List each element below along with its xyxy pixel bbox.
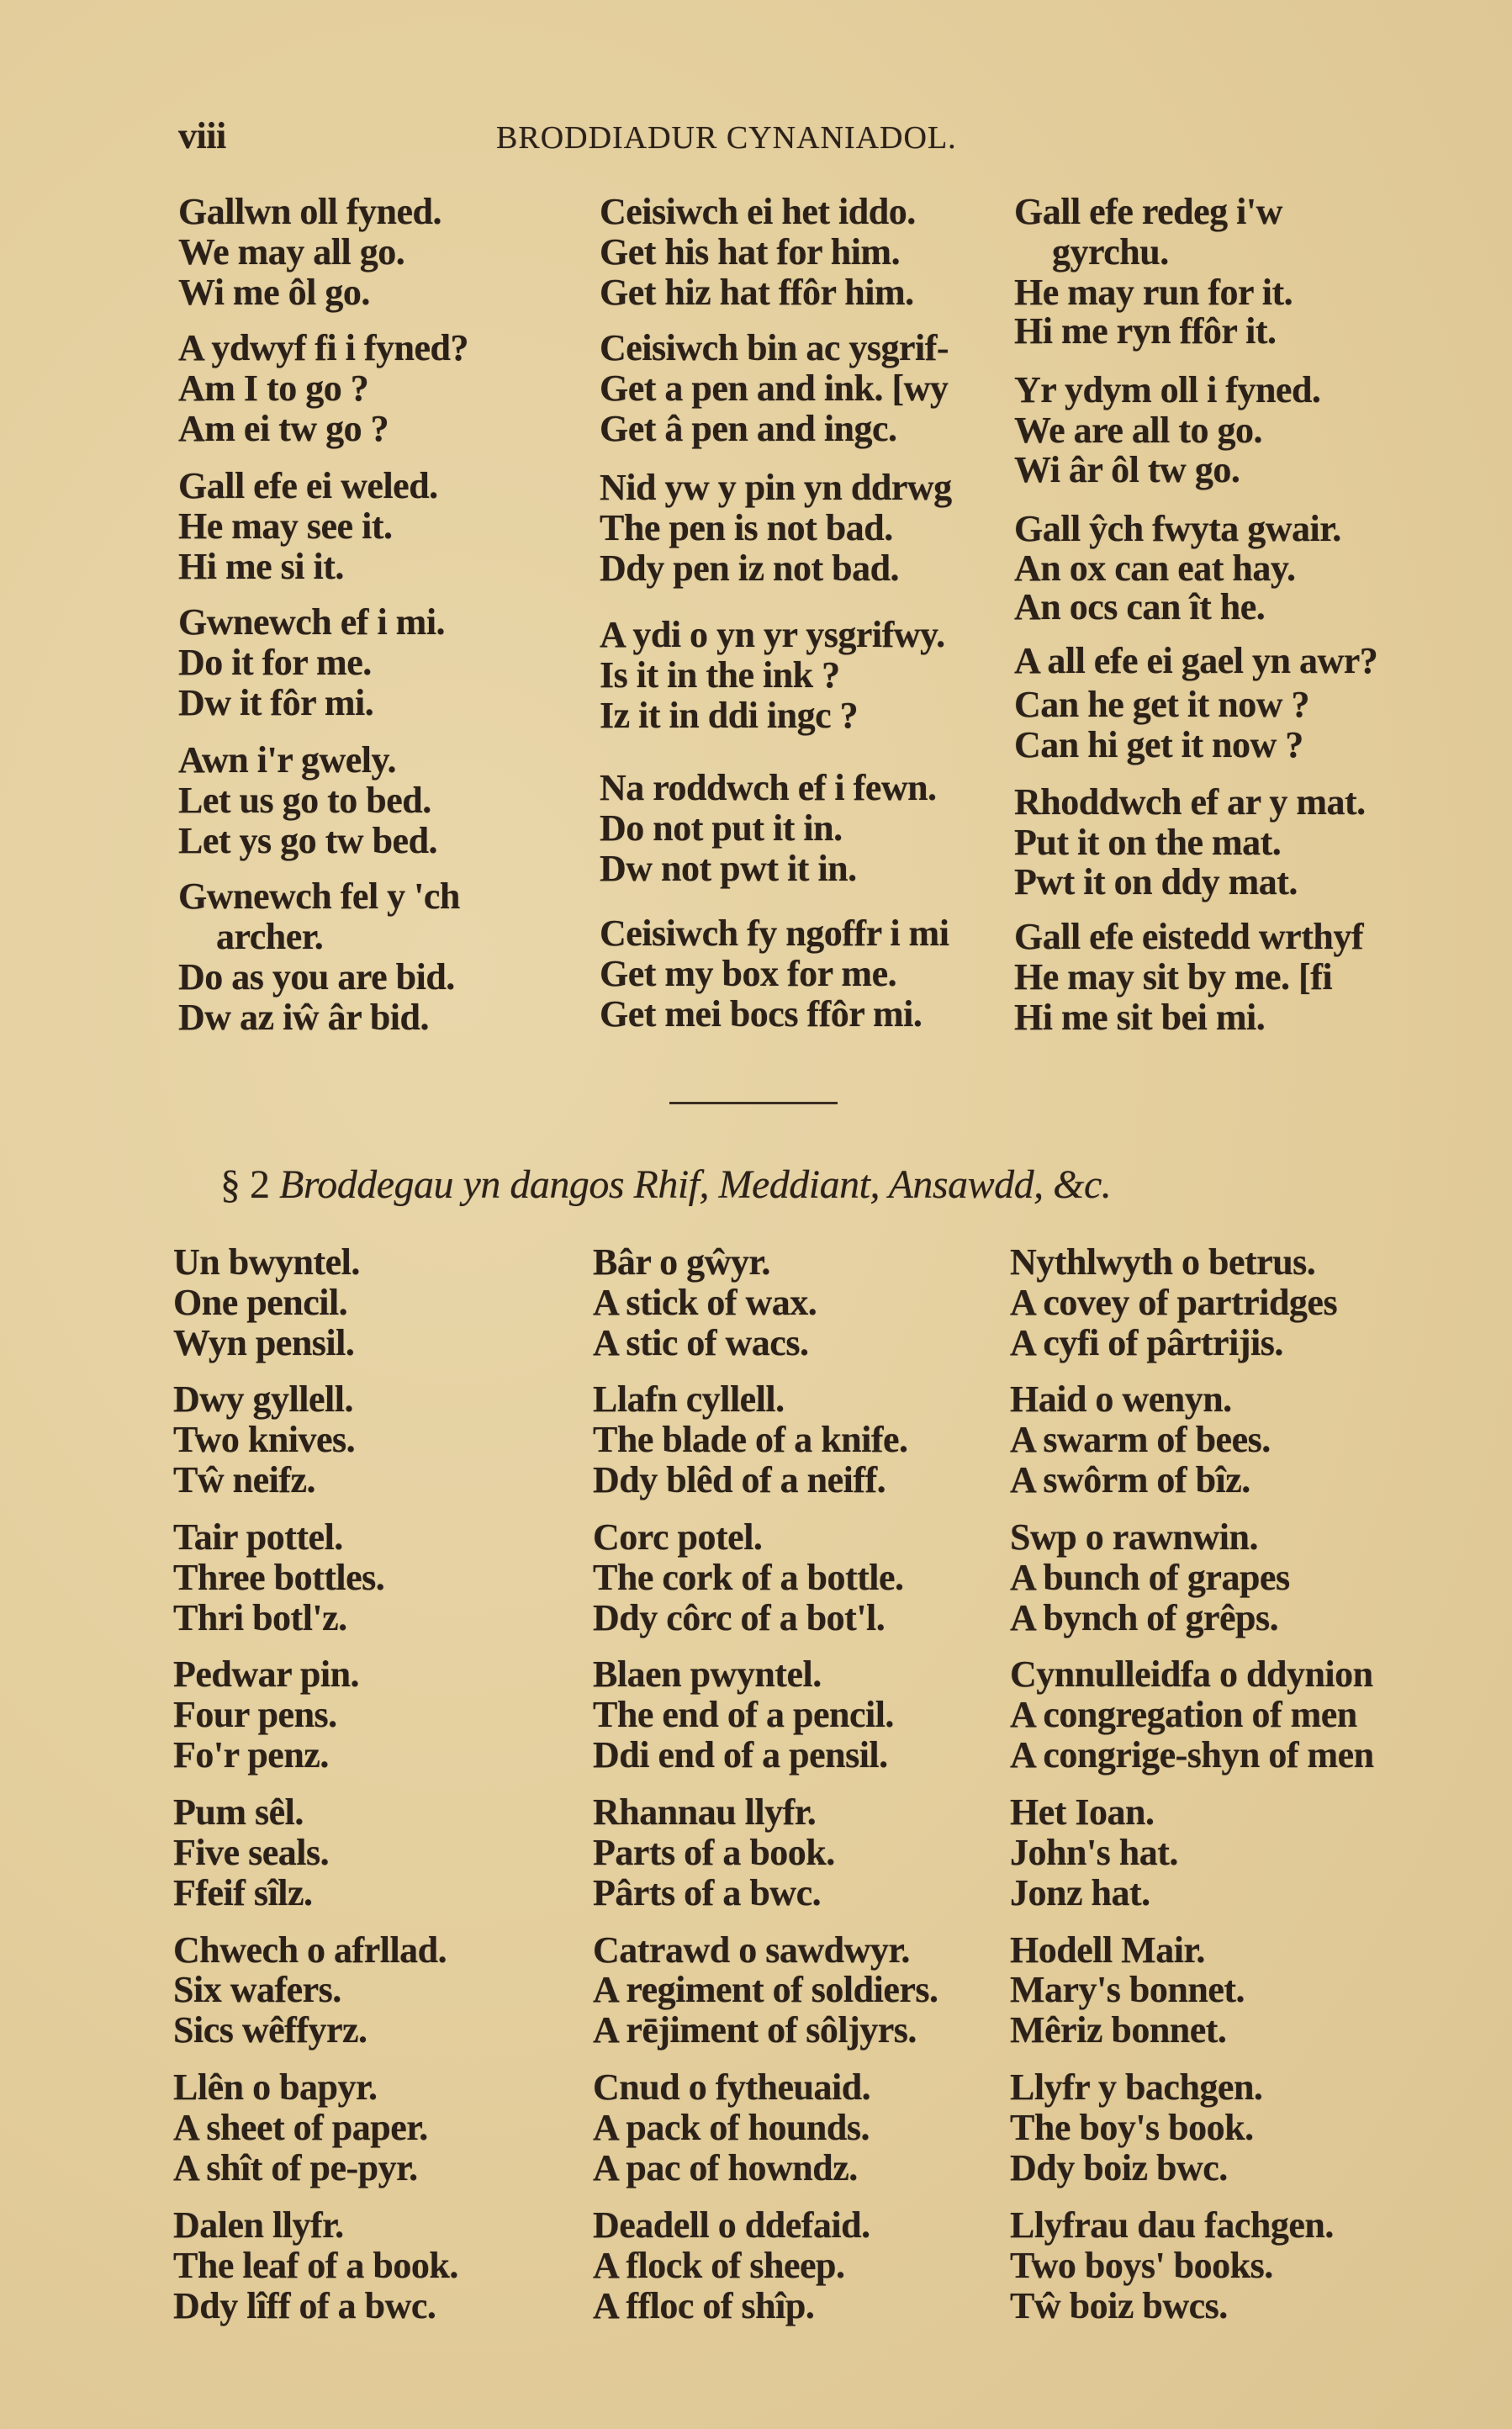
bottom-col1-line: A shît of pe-pyr. (173, 2147, 418, 2188)
bottom-col2-line: Catrawd o sawdwyr. (593, 1929, 910, 1971)
top-col1-line: Gallwn oll fyned. (178, 191, 441, 232)
bottom-col1-line: The leaf of a book. (173, 2245, 458, 2286)
bottom-col2-line: Ddy côrc of a bot'l. (593, 1597, 886, 1638)
section-heading (220, 1162, 1112, 1207)
bottom-col1-line: Llên o bapyr. (173, 2067, 378, 2108)
top-col3-line: Gall efe redeg i'w (1014, 191, 1282, 232)
top-col2-line: Get â pen and ingc. (600, 408, 897, 449)
top-col1-line: Dw az iŵ âr bid. (178, 997, 429, 1038)
bottom-col2-line: The blade of a knife. (593, 1419, 908, 1460)
top-col3-line: A all efe ei gael yn awr? (1014, 640, 1378, 681)
bottom-col1-line: Chwech o afrllad. (173, 1929, 447, 1971)
bottom-col2-line: A regiment of soldiers. (593, 1969, 938, 2010)
top-col2-line: Dw not pwt it in. (600, 848, 857, 889)
bottom-col2-line: Llafn cyllell. (593, 1379, 785, 1420)
top-col2-line: Get his hat for him. (600, 231, 901, 273)
top-col3-line: He may run for it. (1014, 272, 1293, 313)
bottom-col2-line: A pac of howndz. (593, 2147, 858, 2188)
bottom-col3-line: Llyfr y bachgen. (1010, 2067, 1263, 2108)
bottom-col2-line: A flock of sheep. (593, 2245, 845, 2286)
top-col3-line: Yr ydym oll i fyned. (1014, 369, 1321, 410)
top-col1-line: Gwnewch fel y 'ch (178, 876, 460, 917)
bottom-col1-line: Pedwar pin. (173, 1654, 360, 1695)
top-col3-line: He may sit by me. [fi (1014, 956, 1333, 998)
bottom-col1-line: Dwy gyllell. (173, 1379, 353, 1420)
top-col2-line: Get mei bocs ffôr mi. (600, 993, 923, 1035)
top-col2-line: Ceisiwch bin ac ysgrif- (600, 327, 949, 368)
bottom-col1-line: Wyn pensil. (173, 1322, 355, 1363)
top-col1-line: Do it for me. (178, 642, 372, 683)
top-col3-line: Pwt it on ddy mat. (1014, 861, 1298, 902)
bottom-col3-line: John's hat. (1010, 1832, 1178, 1873)
top-col1-line: Gwnewch ef i mi. (178, 601, 446, 643)
top-col2-line: The pen is not bad. (600, 507, 893, 548)
top-col1-line: Do as you are bid. (178, 956, 455, 998)
top-col2-line: Iz it in ddi ingc ? (600, 695, 859, 736)
bottom-col3-line: Cynnulleidfa o ddynion (1010, 1654, 1373, 1695)
top-col3-line: Gall ŷch fwyta gwair. (1014, 508, 1341, 549)
top-col3-line: Can hi get it now ? (1014, 724, 1303, 765)
bottom-col3-line: A congrige-shyn of men (1010, 1734, 1374, 1775)
top-col3-line: gyrchu. (1052, 231, 1169, 273)
top-col2-line: Ceisiwch fy ngoffr i mi (600, 913, 949, 954)
top-col2-line: Is it in the ink ? (600, 654, 840, 696)
bottom-col3-line: Hodell Mair. (1010, 1929, 1205, 1971)
bottom-col2-line: Deadell o ddefaid. (593, 2204, 870, 2246)
bottom-col3-line: Ddy boiz bwc. (1010, 2147, 1228, 2188)
bottom-col1-line: Pum sêl. (173, 1791, 304, 1833)
bottom-col1-line: Dalen llyfr. (173, 2204, 344, 2246)
top-col1-line: We may all go. (178, 231, 405, 273)
top-col3-line: We are all to go. (1014, 410, 1262, 451)
bottom-col2-line: Corc potel. (593, 1516, 763, 1558)
bottom-col1-line: Four pens. (173, 1694, 337, 1735)
top-col1-line: Am I to go ? (178, 368, 369, 409)
bottom-col1-line: Fo'r penz. (173, 1734, 329, 1775)
bottom-col3-line: Two boys' books. (1010, 2245, 1273, 2286)
bottom-col2-line: The end of a pencil. (593, 1694, 894, 1735)
bottom-col2-line: Blaen pwyntel. (593, 1654, 822, 1695)
bottom-col3-line: A bynch of grêps. (1010, 1597, 1279, 1638)
bottom-col1-line: Ffeif sîlz. (173, 1872, 313, 1913)
bottom-col3-line: Mêriz bonnet. (1010, 2009, 1227, 2051)
bottom-col3-line: Tŵ boiz bwcs. (1010, 2285, 1228, 2326)
bottom-col1-line: Sics wêffyrz. (173, 2009, 367, 2051)
top-col1-line: He may see it. (178, 505, 393, 547)
bottom-col1-line: Five seals. (173, 1832, 330, 1873)
bottom-col2-line: A pack of hounds. (593, 2107, 870, 2148)
bottom-col2-line: A ffloc of shîp. (593, 2285, 815, 2326)
bottom-col3-line: A bunch of grapes (1010, 1557, 1290, 1598)
top-col3-line: An ox can eat hay. (1014, 548, 1296, 589)
bottom-col1-line: Tair pottel. (173, 1516, 343, 1558)
running-title: BRODDIADUR CYNANIADOL. (496, 120, 957, 156)
top-col1-line: Wi me ôl go. (178, 272, 370, 313)
page-number: viii (178, 115, 226, 156)
bottom-col3-line: A swarm of bees. (1010, 1419, 1271, 1460)
bottom-col2-line: A rējiment of sôljyrs. (593, 2009, 917, 2051)
bottom-col3-line: Nythlwyth o betrus. (1010, 1241, 1316, 1283)
top-col3-line: Gall efe eistedd wrthyf (1014, 916, 1363, 957)
top-col1-line: Awn i'r gwely. (178, 739, 397, 781)
top-col2-line: Get my box for me. (600, 953, 897, 994)
top-col2-line: Nid yw y pin yn ddrwg (600, 467, 952, 508)
bottom-col3-line: Het Ioan. (1010, 1791, 1155, 1833)
bottom-col2-line: A stick of wax. (593, 1282, 817, 1323)
top-col2-line: Do not put it in. (600, 807, 843, 849)
bottom-col3-line: The boy's book. (1010, 2107, 1254, 2148)
bottom-col3-line: A cyfi of pârtrijis. (1010, 1322, 1283, 1363)
section-number: § 2 (220, 1162, 270, 1207)
bottom-col1-line: One pencil. (173, 1282, 348, 1323)
top-col3-line: Rhoddwch ef ar y mat. (1014, 781, 1366, 823)
bottom-col3-line: A covey of partridges (1010, 1282, 1338, 1323)
top-col3-line: Hi me ryn ffôr it. (1014, 310, 1277, 352)
top-col2-line: A ydi o yn yr ysgrifwy. (600, 614, 945, 655)
bottom-col1-line: Six wafers. (173, 1969, 341, 2010)
top-col2-line: Get a pen and ink. [wy (600, 368, 949, 409)
top-col3-line: Put it on the mat. (1014, 822, 1282, 863)
bottom-col2-line: Ddy blêd of a neiff. (593, 1459, 886, 1500)
top-col1-line: Let ys go tw bed. (178, 820, 438, 861)
bottom-col3-line: Swp o rawnwin. (1010, 1516, 1258, 1558)
bottom-col2-line: A stic of wacs. (593, 1322, 809, 1363)
bottom-col2-line: The cork of a bottle. (593, 1557, 904, 1598)
top-col1-line: Hi me si it. (178, 546, 344, 587)
bottom-col3-line: Mary's bonnet. (1010, 1969, 1245, 2010)
bottom-col1-line: Tŵ neifz. (173, 1459, 316, 1500)
bottom-col2-line: Parts of a book. (593, 1832, 835, 1873)
top-col3-line: Wi âr ôl tw go. (1014, 449, 1240, 490)
top-col2-line: Ddy pen iz not bad. (600, 548, 900, 589)
bottom-col1-line: Un bwyntel. (173, 1241, 360, 1283)
top-col1-line: Let us go to bed. (178, 780, 431, 821)
bottom-col3-line: Jonz hat. (1010, 1872, 1150, 1913)
bottom-col2-line: Bâr o gŵyr. (593, 1241, 770, 1283)
bottom-col2-line: Pârts of a bwc. (593, 1872, 822, 1913)
bottom-col3-line: Llyfrau dau fachgen. (1010, 2204, 1334, 2246)
top-col1-line: Am ei tw go ? (178, 408, 389, 449)
bottom-col2-line: Cnud o fytheuaid. (593, 2067, 871, 2108)
bottom-col1-line: Two knives. (173, 1419, 356, 1460)
top-col1-line: Gall efe ei weled. (178, 465, 438, 506)
bottom-col3-line: A swôrm of bîz. (1010, 1459, 1250, 1500)
bottom-col1-line: A sheet of paper. (173, 2107, 428, 2148)
top-col2-line: Get hiz hat ffôr him. (600, 272, 914, 313)
top-col1-line: archer. (216, 916, 324, 957)
bottom-col1-line: Ddy lîff of a bwc. (173, 2285, 436, 2326)
bottom-col3-line: Haid o wenyn. (1010, 1379, 1232, 1420)
section-title: Broddegau yn dangos Rhif, Meddiant, Ansawdd, &c. (279, 1162, 1112, 1207)
bottom-col2-line: Rhannau llyfr. (593, 1791, 817, 1833)
top-col1-line: Dw it fôr mi. (178, 682, 374, 723)
top-col3-line: An ocs can ît he. (1014, 586, 1266, 627)
section-divider (669, 1102, 838, 1104)
top-col2-line: Ceisiwch ei het iddo. (600, 191, 916, 232)
bottom-col1-line: Three bottles. (173, 1557, 385, 1598)
bottom-col3-line: A congregation of men (1010, 1694, 1357, 1735)
top-col3-line: Hi me sit bei mi. (1014, 997, 1266, 1038)
bottom-col1-line: Thri botl'z. (173, 1597, 347, 1638)
top-col2-line: Na roddwch ef i fewn. (600, 767, 937, 808)
top-col3-line: Can he get it now ? (1014, 684, 1310, 725)
top-col1-line: A ydwyf fi i fyned? (178, 327, 468, 368)
bottom-col2-line: Ddi end of a pensil. (593, 1734, 888, 1775)
